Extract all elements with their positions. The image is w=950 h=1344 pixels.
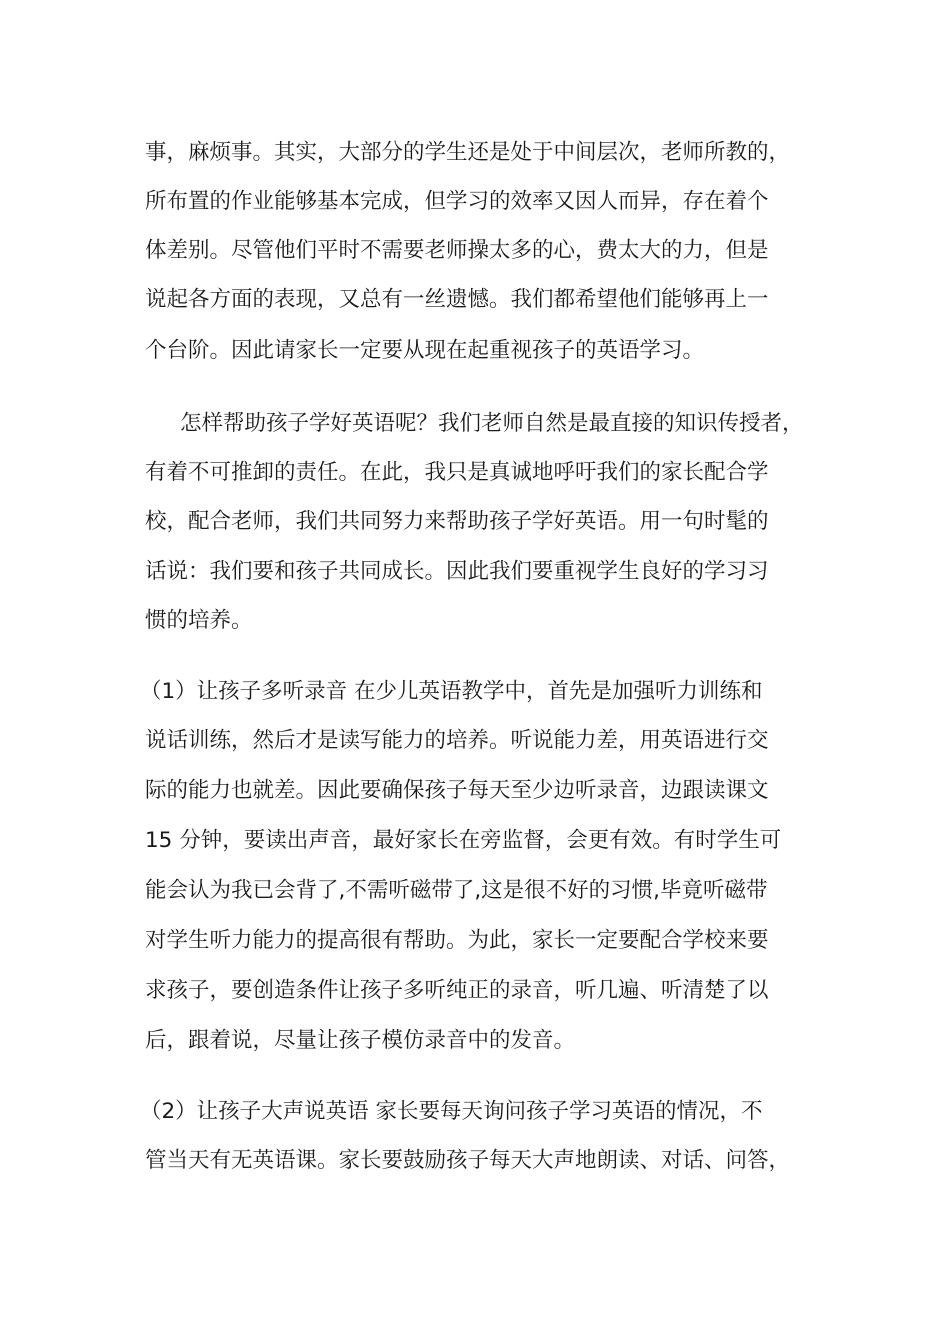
- paragraph-line: 对学生听力能力的提高很有帮助。为此，家长一定要配合学校来要: [145, 928, 769, 953]
- paragraph-line: 说话训练，然后才是读写能力的培养。听说能力差，用英语进行交: [145, 728, 769, 753]
- paragraph-line: （2）让孩子大声说英语 家长要每天询问孩子学习英语的情况，不: [140, 1099, 763, 1124]
- paragraph-line: 所布置的作业能够基本完成，但学习的效率又因人而异，存在着个: [145, 189, 769, 214]
- paragraph-line: 体差别。尽管他们平时不需要老师操太多的心，费太大的力，但是: [145, 238, 769, 263]
- paragraph-line: 有着不可推卸的责任。在此，我只是真诚地呼吁我们的家长配合学: [145, 460, 769, 485]
- paragraph-line: 怎样帮助孩子学好英语呢？我们老师自然是最直接的知识传授者，: [180, 411, 804, 436]
- paragraph-line: 校，配合老师，我们共同努力来帮助孩子学好英语。用一句时髦的: [145, 509, 769, 534]
- paragraph-line: 后，跟着说，尽量让孩子模仿录音中的发音。: [145, 1028, 576, 1053]
- paragraph-line: 话说：我们要和孩子共同成长。因此我们要重视学生良好的学习习: [145, 559, 769, 584]
- paragraph-line: 能会认为我已会背了,不需听磁带了,这是很不好的习惯,毕竟听磁带: [145, 878, 768, 903]
- paragraph-line: 个台阶。因此请家长一定要从现在起重视孩子的英语学习。: [145, 338, 705, 363]
- paragraph-line: 际的能力也就差。因此要确保孩子每天至少边听录音，边跟读课文: [145, 778, 769, 803]
- paragraph-line: 管当天有无英语课。家长要鼓励孩子每天大声地朗读、对话、问答，: [145, 1148, 791, 1173]
- paragraph-line: 15 分钟，要读出声音，最好家长在旁监督，会更有效。有时学生可: [145, 828, 782, 853]
- paragraph-line: （1）让孩子多听录音 在少儿英语教学中，首先是加强听力训练和: [140, 679, 763, 704]
- paragraph-line: 求孩子，要创造条件让孩子多听纯正的录音，听几遍、听清楚了以: [145, 978, 769, 1003]
- paragraph-line: 说起各方面的表现，又总有一丝遗憾。我们都希望他们能够再上一: [145, 287, 769, 312]
- paragraph-line: 惯的培养。: [145, 608, 253, 633]
- paragraph-line: 事，麻烦事。其实，大部分的学生还是处于中间层次，老师所教的，: [145, 140, 791, 165]
